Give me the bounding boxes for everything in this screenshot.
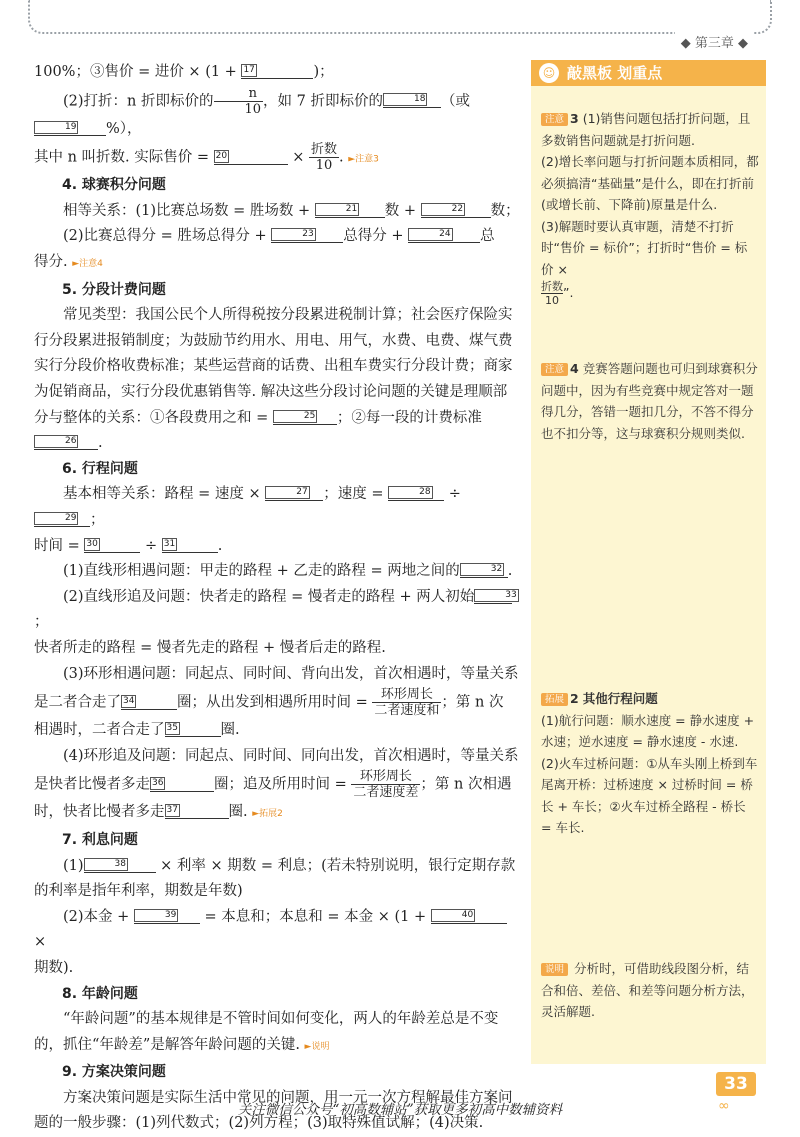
para-5: 常见类型：我国公民个人所得税按分段累进税制计算；社会医疗保险实行分段累进报销制度；为鼓励节约用水、用电、用气，水费、电费、煤气费实行分段价格收费标准；某些运营商的话费、出租车费实行分段计费；商家为促销商品，实行分段优惠销售等. 解决这些分段讨论问题的关键是理顺部分与整体的关系：①各段费用之和 = 25 ；②每一段的计费标准 26 . — [34, 307, 513, 452]
note-3-box: 注意 3 (1)销售问题包括打折问题，且多数销售问题就是打折问题. (2)增长率问题与打折问题本质相同，都必须搞清“基础量”是什么，即在打折前(或增长前、下降前)原量是什么. (3)解题时要认真审题，清楚不打折时“售价 = 标价”；打折时“售价 = 标价 × $\frac{\text{折数}}{10}$”. — [541, 111, 759, 307]
blank-31[interactable]: 31 — [162, 536, 218, 553]
heading-9: 9. 方案决策问题 — [62, 1064, 166, 1081]
ext-2-link[interactable]: ►拓展2 — [252, 809, 283, 820]
blank-18[interactable]: 18 — [383, 91, 441, 108]
note-4-box: 注意 4 竞赛答题问题也可归到球赛积分问题中，因为有些竞赛中规定答对一题得几分，答错一题扣几分，不答不得分也不扣分等，这与球赛积分规则类似. — [541, 361, 758, 441]
blank-19[interactable]: 19 — [34, 119, 106, 136]
line-price: 其中 n 叫折数. 实际售价 = 20 × $\frac{\text{折数}}{10}$ . ►注意3 — [34, 142, 379, 174]
ext-2-box: 拓展 2 其他行程问题 (1)航行问题：顺水速度 = 静水速度 + 水速；逆水速度 = 静水速度 - 水速. (2)火车过桥问题：①从车头刚上桥到车尾离开桥：过桥速度 × 过桥时间 = 桥长 + 车长；②火车过桥全路程 - 桥长 = 车长. — [541, 691, 758, 835]
blank-29[interactable]: 29 — [34, 510, 90, 527]
page-number: 33 — [716, 1072, 756, 1096]
blank-17[interactable]: 17 — [241, 62, 313, 79]
blank-39[interactable]: 39 — [134, 907, 200, 924]
heading-7: 7. 利息问题 — [62, 831, 138, 848]
sidebar-notes — [531, 60, 766, 1064]
blank-22[interactable]: 22 — [421, 201, 491, 218]
blank-27[interactable]: 27 — [265, 484, 323, 501]
explain-box: 说明 分析时，可借助线段图分析，结合和倍、差倍、和差等问题分析方法，灵活解题. — [541, 961, 754, 1019]
blank-21[interactable]: 21 — [315, 201, 385, 218]
blank-40[interactable]: 40 — [431, 907, 507, 924]
explain-link[interactable]: ►说明 — [304, 1041, 330, 1052]
blank-23[interactable]: 23 — [271, 226, 343, 243]
blank-37[interactable]: 37 — [165, 802, 229, 819]
note-4-link[interactable]: ►注意4 — [72, 259, 103, 270]
heading-4: 4. 球赛积分问题 — [62, 177, 166, 194]
note-3-link[interactable]: ►注意3 — [348, 154, 379, 165]
sidebar-title: ☺ 敲黑板 划重点 — [531, 60, 766, 86]
heading-5: 5. 分段计费问题 — [62, 281, 166, 298]
blank-38[interactable]: 38 — [84, 856, 156, 873]
line-discount: (2)打折：n 折即标价的 $\frac{n}{10}$ ，如 7 折即标价的 18 （或 19 %）， — [34, 86, 520, 143]
blank-35[interactable]: 35 — [165, 720, 221, 737]
blank-26[interactable]: 26 — [34, 433, 98, 450]
blank-36[interactable]: 36 — [150, 775, 214, 792]
blank-20[interactable]: 20 — [214, 148, 288, 165]
blank-32[interactable]: 32 — [460, 561, 508, 578]
line-markup: 100%；③售价 = 进价 × (1 + 17 )； — [34, 64, 334, 80]
blank-34[interactable]: 34 — [121, 693, 177, 710]
footer-note: 关注微信公众号“初高数辅站”获取更多初高中数辅资料 — [237, 1102, 563, 1118]
heading-8: 8. 年龄问题 — [62, 985, 138, 1002]
page-decoration: ∞ — [718, 1098, 730, 1114]
headset-icon: ☺ — [539, 63, 559, 83]
top-frame — [28, 0, 772, 34]
heading-6: 6. 行程问题 — [62, 460, 138, 477]
blank-33[interactable]: 33 — [474, 587, 512, 604]
note-tag: 注意 — [541, 113, 568, 126]
chapter-label: ◆ 第三章 ◆ — [675, 32, 754, 51]
main-content: 100%；③售价 = 进价 × (1 + 17 )； (2)打折：n 折即标价的 $\frac{n}{10}$ ，如 7 折即标价的 18 （或 19 %）， 其中 n 叫折数. 实际售价 = 20 × $\frac{\text{折数}}{10}$ . ►注意3 4. 球赛积分问题 相等关系：(1)比赛总场数 = 胜场数 + 21 数 + 22 数； (2)比赛总得分 = 胜场总得分 + 23 总得分 + 24 总 得分. ►注意4 5. 分段计费问题 常见类型：我国公民个人所得税按分段累进税制计算；社会医疗保险实行分段累进报销制度；为鼓励节约用水、用电、用气，水费、电费、煤气费实行分段价格收费标准；某些运营商的话费、出租车费实行分段计费；商家为促销商品，实行分段优惠销售等. 解决这些分段讨论问题的关键是理顺部分与整体的关系：①各段费用之和 = 25 ；②每一段的计费标准 26 . 6. 行程问题 基本相等关系：路程 = 速度 × 27 ；速度 = 28 ÷ 29 ； 时间 = 30 ÷ 31 . (1)直线形相遇问题：甲走的路程 + 乙走的路程 = 两地之间的 32 . (2)直线形追及问题：快者走的路程 = 慢者走的路程 + 两人初始 33 ； 快者所走的路程 = 慢者先走的路程 + 慢者后走的路程. (3)环形相遇问题：同起点、同时间、背向出发，首次相遇时，等量关系 是二者合走了 34 圈；从出发到相遇所用时间 = $\frac{\text{环形周长}}{\text{二者速度和}}$ ；第 n 次 相遇时，二者合走了 35 圈. (4)环形追及问题：同起点、同时间、同向出发，首次相遇时，等量关系 是快者比慢者多走 36 圈；追及所用时间 = $\frac{\text{环形周长}}{\text{二者速度差}}$ ；第 n 次相遇 时，快者比慢者多走 37 圈. ►拓展2 7. 利息问题 (1) 38 × 利率 × 期数 = 利息；(若未特别说明，银行定期存款 的利率是指年利率，期数是年数) (2)本金 + 39 = 本息和；本息和 = 本金 × (1 + 40 × 期数). 8. 年龄问题 “年龄问题”的基本规律是不管时间如何变化，两人的年龄差总是不变的，抓住“年龄差”是解答年龄问题的关键. ►说明 9. 方案决策问题 方案决策问题是实际生活中常见的问题，用一元一次方程解最佳方案问题的一般步骤：(1)列代数式；(2)列方程；(3)取特殊值试解；(4)决策. — [34, 60, 520, 1137]
blank-30[interactable]: 30 — [84, 536, 140, 553]
blank-24[interactable]: 24 — [408, 226, 480, 243]
blank-28[interactable]: 28 — [388, 484, 444, 501]
blank-25[interactable]: 25 — [273, 408, 337, 425]
